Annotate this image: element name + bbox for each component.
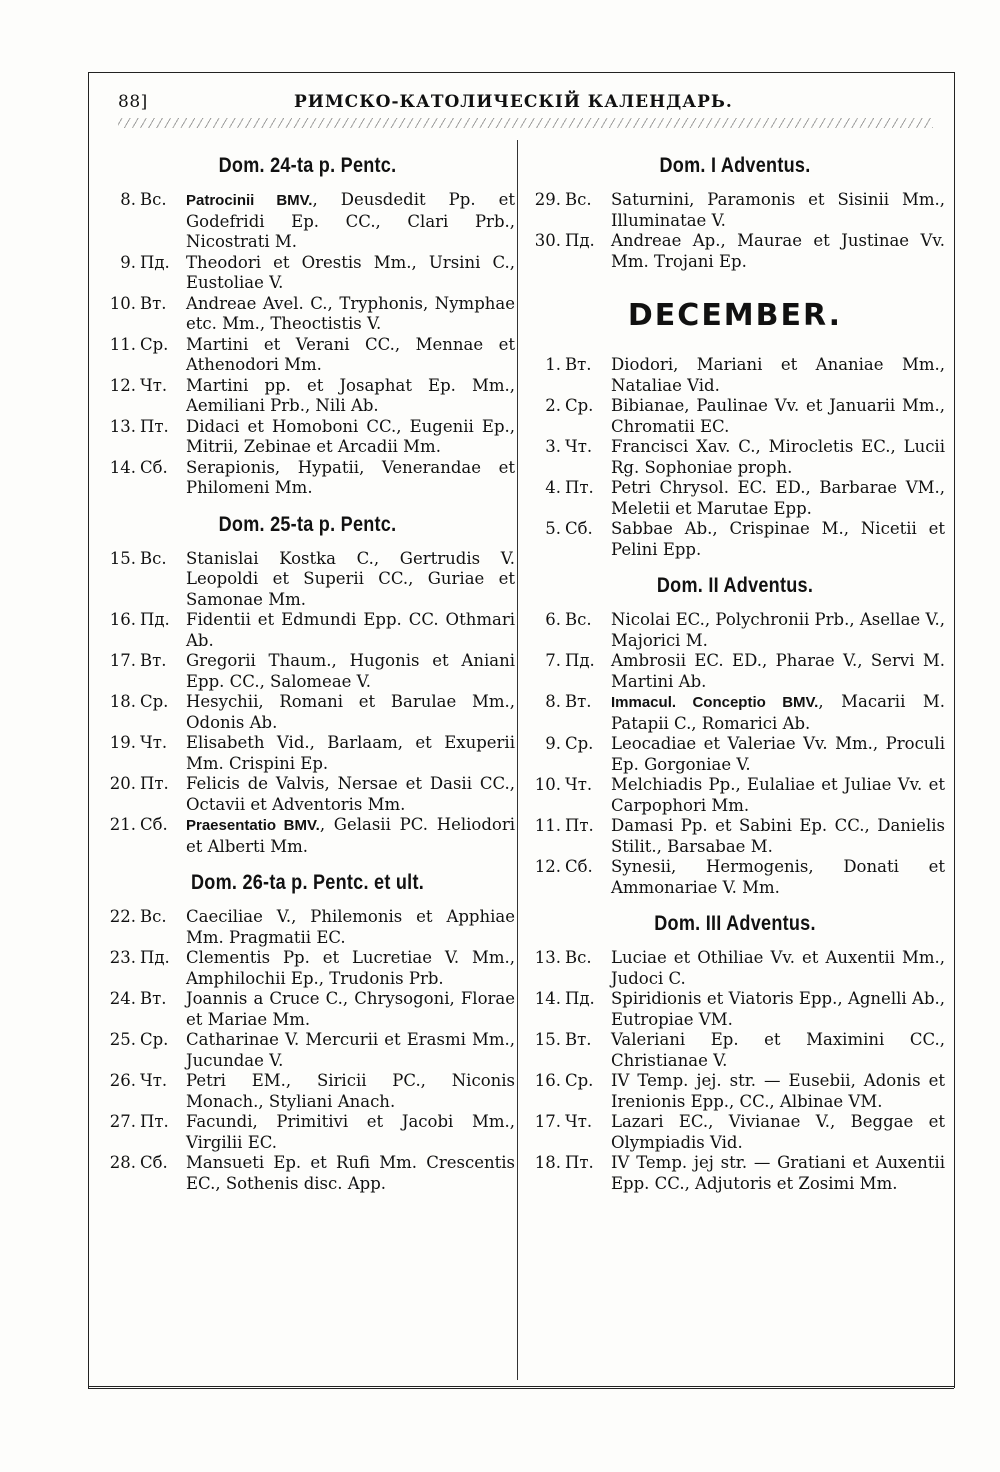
saints-text: Ambrosii EC. ED., Pharae V., Servi M. Martini Ab. bbox=[611, 651, 945, 691]
saints-text: Serapionis, Hypatii, Venerandae et Philomeni Mm. bbox=[186, 457, 515, 497]
weekday: Пт. bbox=[140, 416, 169, 436]
saints-text: Martini et Verani CC., Mennae et Athenodori Mm. bbox=[186, 334, 515, 374]
saints-list bbox=[611, 1112, 945, 1153]
saints-list bbox=[186, 1071, 515, 1112]
day-number: 12. bbox=[109, 375, 136, 395]
saints-text: Petri EM., Siricii PC., Niconis Monach., Styliani Anach. bbox=[186, 1071, 515, 1111]
day-number: 15. bbox=[109, 548, 136, 568]
day-number: 6. bbox=[545, 610, 561, 629]
sunday-heading: Dom. 25-ta p. Pentc. bbox=[218, 512, 397, 536]
calendar-entry bbox=[100, 376, 515, 417]
saints-list bbox=[186, 733, 515, 774]
calendar-entry bbox=[100, 774, 515, 815]
weekday: Пт. bbox=[565, 816, 594, 835]
calendar-entry bbox=[525, 1030, 945, 1071]
weekday: Пт. bbox=[140, 774, 169, 793]
weekday: Вс. bbox=[565, 610, 592, 629]
calendar-entry bbox=[525, 816, 945, 857]
calendar-entry bbox=[100, 1030, 515, 1071]
day-number: 8. bbox=[120, 190, 136, 209]
sunday-heading: Dom. III Adventus. bbox=[654, 912, 816, 935]
day-number: 10. bbox=[534, 775, 561, 794]
saints-list bbox=[186, 376, 515, 417]
saints-text: Felicis de Valvis, Nersae et Dasii CC., Octavii et Adventoris Mm. bbox=[186, 774, 515, 814]
weekday: Пд. bbox=[565, 651, 595, 670]
day-number: 30. bbox=[534, 231, 561, 250]
weekday: Вс. bbox=[565, 948, 592, 967]
calendar-entry bbox=[100, 733, 515, 774]
calendar-entry bbox=[525, 437, 945, 478]
weekday: Чт. bbox=[140, 733, 168, 752]
calendar-entry bbox=[525, 857, 945, 898]
calendar-entry bbox=[525, 355, 945, 396]
weekday: Вт. bbox=[565, 355, 592, 374]
saints-list bbox=[611, 857, 945, 898]
weekday: Ср. bbox=[140, 692, 169, 711]
saints-text: Stanislai Kostka C., Gertrudis V. Leopoldi et Superii CC., Guriae et Samonae Mm. bbox=[186, 548, 515, 609]
weekday: Сб. bbox=[140, 457, 168, 477]
saints-text: Diodori, Mariani et Ananiae Mm., Nataliae Vid. bbox=[611, 355, 945, 395]
month-title: DECEMBER. bbox=[627, 298, 843, 333]
wavy-rule bbox=[118, 118, 933, 128]
weekday: Чт. bbox=[140, 375, 168, 395]
weekday: Сб. bbox=[140, 815, 168, 834]
day-number: 12. bbox=[534, 857, 561, 876]
saints-list bbox=[611, 692, 945, 734]
saints-text: Caeciliae V., Philemonis et Apphiae Mm. Pragmatii EC. bbox=[186, 907, 515, 947]
calendar-entry bbox=[525, 1153, 945, 1194]
left-column bbox=[100, 140, 515, 1194]
day-number: 11. bbox=[109, 334, 136, 354]
day-number: 29. bbox=[534, 190, 561, 209]
saints-text: , Macarii M. Patapii C., Romarici Ab. bbox=[611, 692, 945, 733]
day-number: 8. bbox=[545, 692, 561, 711]
saints-list bbox=[186, 294, 515, 335]
saints-text: IV Temp. jej str. — Gratiani et Auxentii Epp. CC., Adjutoris et Zosimi Mm. bbox=[611, 1153, 945, 1193]
saints-list bbox=[611, 519, 945, 560]
calendar-entry bbox=[525, 231, 945, 272]
saints-text: Bibianae, Paulinae Vv. et Januarii Mm., Chromatii EC. bbox=[611, 396, 945, 436]
calendar-entry bbox=[100, 692, 515, 733]
saints-text: , Deusdedit Pp. et Godefridi Ep. CC., Clari Prb., Nicostrati M. bbox=[186, 190, 515, 251]
day-number: 3. bbox=[545, 437, 561, 456]
saints-text: Nicolai EC., Polychronii Prb., Asellae V., Majorici M. bbox=[611, 610, 945, 650]
weekday: Пт. bbox=[565, 1153, 594, 1172]
weekday: Ср. bbox=[140, 1030, 169, 1049]
calendar-entry bbox=[100, 549, 515, 611]
weekday: Сб. bbox=[565, 857, 593, 876]
calendar-entry bbox=[525, 948, 945, 989]
calendar-entry bbox=[100, 948, 515, 989]
saints-list bbox=[611, 734, 945, 775]
weekday: Пт. bbox=[140, 1112, 169, 1131]
saints-text: , Gelasii PC. Heliodori et Alberti Mm. bbox=[186, 815, 516, 856]
weekday: Вт. bbox=[565, 1030, 592, 1049]
saints-list bbox=[186, 815, 515, 857]
saints-list bbox=[186, 417, 515, 458]
saints-text: IV Temp. jej. str. — Eusebii, Adonis et Irenionis Epp., CC., Albinae VM. bbox=[611, 1071, 945, 1111]
day-number: 26. bbox=[109, 1071, 136, 1090]
saints-text: Francisci Xav. C., Mirocletis EC., Lucii Rg. Sophoniae proph. bbox=[611, 437, 945, 477]
saints-text: Andreae Ap., Maurae et Justinae Vv. Mm. Trojani Ep. bbox=[611, 231, 945, 271]
weekday: Пт. bbox=[565, 478, 594, 497]
saints-text: Saturnini, Paramonis et Sisinii Mm., Illuminatae V. bbox=[611, 190, 945, 230]
day-number: 14. bbox=[534, 989, 561, 1008]
calendar-entry bbox=[100, 815, 515, 857]
saints-text: Clementis Pp. et Lucretiae V. Mm., Amphilochii Ep., Trudonis Prb. bbox=[186, 948, 515, 988]
calendar-entry bbox=[100, 190, 515, 253]
day-number: 22. bbox=[109, 907, 136, 926]
calendar-entry bbox=[525, 775, 945, 816]
saints-list bbox=[186, 253, 515, 294]
saints-text: Theodori et Orestis Mm., Ursini C., Eustoliae V. bbox=[186, 252, 515, 292]
saints-text: Leocadiae et Valeriae Vv. Mm., Proculi Ep. Gorgoniae V. bbox=[611, 734, 945, 774]
weekday: Чт. bbox=[140, 1071, 168, 1090]
day-number: 15. bbox=[534, 1030, 561, 1049]
saints-list bbox=[611, 989, 945, 1030]
saints-text: Petri Chrysol. EC. ED., Barbarae VM., Meletii et Marutae Epp. bbox=[611, 478, 945, 518]
saints-text: Gregorii Thaum., Hugonis et Aniani Epp. CC., Salomeae V. bbox=[186, 651, 515, 691]
saints-text: Spiridionis et Viatoris Epp., Agnelli Ab., Eutropiae VM. bbox=[611, 989, 945, 1029]
day-number: 16. bbox=[109, 610, 136, 629]
calendar-entry bbox=[100, 1153, 515, 1194]
saints-text: Melchiadis Pp., Eulaliae et Juliae Vv. et Carpophori Mm. bbox=[611, 775, 945, 815]
calendar-entry bbox=[525, 610, 945, 651]
calendar-entry bbox=[525, 734, 945, 775]
saints-list bbox=[611, 478, 945, 519]
day-number: 5. bbox=[545, 519, 561, 538]
calendar-entry bbox=[100, 989, 515, 1030]
day-number: 2. bbox=[545, 396, 561, 415]
day-number: 13. bbox=[109, 416, 136, 436]
saints-list bbox=[611, 948, 945, 989]
weekday: Сб. bbox=[565, 519, 593, 538]
saints-list bbox=[186, 1153, 515, 1194]
day-number: 13. bbox=[534, 948, 561, 967]
day-number: 14. bbox=[109, 457, 136, 477]
calendar-entry bbox=[525, 651, 945, 692]
saints-text: Synesii, Hermogenis, Donati et Ammonariae V. Mm. bbox=[611, 857, 945, 897]
saints-list bbox=[186, 1112, 515, 1153]
saints-list bbox=[186, 610, 515, 651]
weekday: Пд. bbox=[140, 252, 170, 272]
saints-text: Didaci et Homoboni CC., Eugenii Ep., Mitrii, Zebinae et Arcadii Mm. bbox=[186, 416, 515, 456]
weekday: Вт. bbox=[140, 989, 167, 1008]
saints-list bbox=[186, 549, 515, 611]
weekday: Вт. bbox=[565, 692, 592, 711]
saints-list bbox=[186, 190, 515, 253]
day-number: 7. bbox=[545, 651, 561, 670]
calendar-entry bbox=[100, 1112, 515, 1153]
saints-list bbox=[186, 335, 515, 376]
day-number: 20. bbox=[109, 774, 136, 793]
day-number: 24. bbox=[109, 989, 136, 1008]
calendar-entry bbox=[100, 253, 515, 294]
page-header bbox=[118, 92, 928, 116]
day-number: 9. bbox=[545, 734, 561, 753]
saints-list bbox=[611, 396, 945, 437]
calendar-entry bbox=[525, 1071, 945, 1112]
day-number: 16. bbox=[534, 1071, 561, 1090]
saints-text: Andreae Avel. C., Tryphonis, Nymphae etc. Mm., Theoctistis V. bbox=[186, 293, 515, 333]
saints-list bbox=[611, 231, 945, 272]
saints-text: Martini pp. et Josaphat Ep. Mm., Aemiliani Prb., Nili Ab. bbox=[186, 375, 515, 415]
day-number: 18. bbox=[109, 692, 136, 711]
calendar-entry bbox=[525, 989, 945, 1030]
saints-text: Facundi, Primitivi et Jacobi Mm., Virgilii EC. bbox=[186, 1112, 515, 1152]
calendar-entry bbox=[100, 458, 515, 499]
feast-name: Patrocinii BMV. bbox=[186, 192, 313, 209]
weekday: Ср. bbox=[565, 1071, 594, 1090]
saints-list bbox=[611, 610, 945, 651]
day-number: 21. bbox=[109, 815, 136, 834]
saints-list bbox=[611, 1071, 945, 1112]
day-number: 1. bbox=[545, 355, 561, 374]
saints-list bbox=[611, 355, 945, 396]
weekday: Пд. bbox=[140, 948, 170, 967]
weekday: Вт. bbox=[140, 651, 167, 670]
weekday: Ср. bbox=[565, 396, 594, 415]
sunday-heading: Dom. 26-ta p. Pentc. et ult. bbox=[190, 871, 425, 894]
weekday: Чт. bbox=[565, 437, 593, 456]
sunday-heading: Dom. I Adventus. bbox=[659, 154, 811, 177]
bottom-rule bbox=[88, 1386, 954, 1389]
calendar-entry bbox=[525, 1112, 945, 1153]
saints-text: Damasi Pp. et Sabini Ep. CC., Danielis Stilit., Barsabae M. bbox=[611, 816, 945, 856]
calendar-entry bbox=[525, 190, 945, 231]
saints-text: Catharinae V. Mercurii et Erasmi Mm., Jucundae V. bbox=[186, 1030, 515, 1070]
feast-name: Praesentatio BMV. bbox=[186, 817, 320, 834]
saints-text: Hesychii, Romani et Barulae Mm., Odonis Ab. bbox=[186, 692, 515, 732]
calendar-entry bbox=[100, 610, 515, 651]
running-title: РИМСКО-КАТОЛИЧЕСКІЙ КАЛЕНДАРЬ. bbox=[294, 92, 733, 112]
day-number: 18. bbox=[534, 1153, 561, 1172]
feast-name: Immacul. Conceptio BMV. bbox=[611, 694, 819, 711]
page-number: 88] bbox=[118, 92, 148, 112]
saints-list bbox=[611, 651, 945, 692]
day-number: 11. bbox=[534, 816, 561, 835]
saints-list bbox=[186, 774, 515, 815]
saints-list bbox=[186, 1030, 515, 1071]
saints-text: Luciae et Othiliae Vv. et Auxentii Mm., Judoci C. bbox=[611, 948, 945, 988]
saints-text: Elisabeth Vid., Barlaam, et Exuperii Mm. Crispini Ep. bbox=[186, 733, 515, 773]
calendar-entry bbox=[525, 478, 945, 519]
saints-text: Valeriani Ep. et Maximini CC., Christianae V. bbox=[611, 1030, 945, 1070]
saints-list bbox=[611, 1153, 945, 1194]
sunday-heading: Dom. 24-ta p. Pentc. bbox=[218, 154, 397, 177]
saints-list bbox=[611, 816, 945, 857]
weekday: Вс. bbox=[140, 190, 167, 209]
day-number: 27. bbox=[109, 1112, 136, 1131]
calendar-entry bbox=[100, 335, 515, 376]
day-number: 23. bbox=[109, 948, 136, 967]
day-number: 28. bbox=[109, 1153, 136, 1172]
weekday: Вс. bbox=[140, 907, 167, 926]
calendar-entry bbox=[525, 396, 945, 437]
saints-text: Fidentii et Edmundi Epp. CC. Othmari Ab. bbox=[186, 610, 515, 650]
column-divider bbox=[517, 140, 518, 1380]
weekday: Ср. bbox=[565, 734, 594, 753]
calendar-entry bbox=[100, 1071, 515, 1112]
day-number: 9. bbox=[120, 252, 136, 272]
day-number: 19. bbox=[109, 733, 136, 752]
saints-list bbox=[611, 437, 945, 478]
weekday: Пд. bbox=[565, 989, 595, 1008]
calendar-entry bbox=[525, 519, 945, 560]
calendar-entry bbox=[100, 907, 515, 948]
day-number: 4. bbox=[545, 478, 561, 497]
saints-list bbox=[186, 948, 515, 989]
weekday: Вт. bbox=[140, 293, 167, 313]
calendar-entry bbox=[100, 294, 515, 335]
saints-list bbox=[186, 458, 515, 499]
saints-list bbox=[186, 651, 515, 692]
saints-list bbox=[611, 1030, 945, 1071]
saints-text: Mansueti Ep. et Rufi Mm. Crescentis EC., Sothenis disc. App. bbox=[186, 1153, 515, 1193]
day-number: 17. bbox=[109, 651, 136, 670]
weekday: Пд. bbox=[140, 610, 170, 629]
weekday: Ср. bbox=[140, 334, 169, 354]
right-column bbox=[525, 140, 945, 1194]
day-number: 25. bbox=[109, 1030, 136, 1049]
weekday: Чт. bbox=[565, 1112, 593, 1131]
saints-text: Lazari EC., Vivianae V., Beggae et Olympiadis Vid. bbox=[611, 1112, 945, 1152]
calendar-entry bbox=[525, 692, 945, 734]
saints-list bbox=[611, 190, 945, 231]
weekday: Сб. bbox=[140, 1153, 168, 1172]
weekday: Вс. bbox=[565, 190, 592, 209]
weekday: Вс. bbox=[140, 548, 167, 568]
day-number: 10. bbox=[109, 293, 136, 313]
calendar-entry bbox=[100, 651, 515, 692]
saints-list bbox=[611, 775, 945, 816]
day-number: 17. bbox=[534, 1112, 561, 1131]
weekday: Пд. bbox=[565, 231, 595, 250]
weekday: Чт. bbox=[565, 775, 593, 794]
sunday-heading: Dom. II Adventus. bbox=[656, 574, 814, 597]
saints-text: Sabbae Ab., Crispinae M., Nicetii et Pelini Epp. bbox=[611, 519, 945, 559]
calendar-entry bbox=[100, 417, 515, 458]
saints-list bbox=[186, 907, 515, 948]
saints-list bbox=[186, 989, 515, 1030]
saints-list bbox=[186, 692, 515, 733]
saints-text: Joannis a Cruce C., Chrysogoni, Florae et Mariae Mm. bbox=[186, 989, 515, 1029]
